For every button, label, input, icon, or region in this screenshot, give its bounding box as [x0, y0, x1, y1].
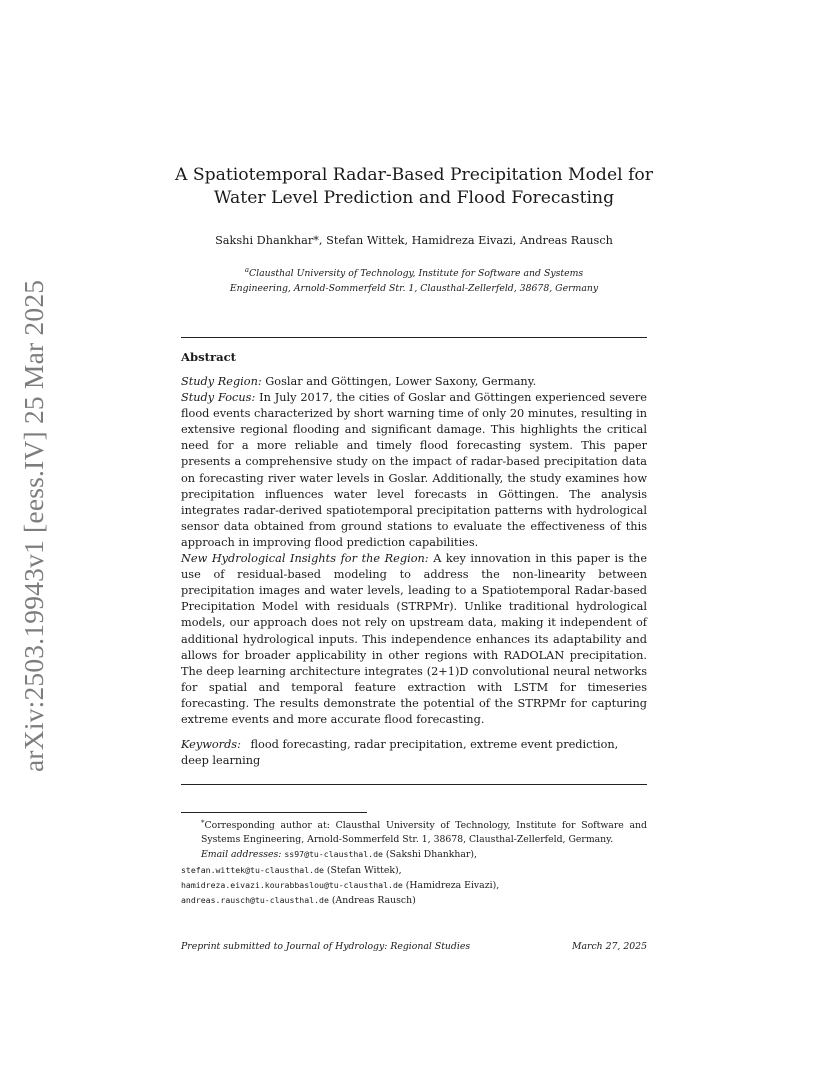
footnote: [181, 816, 647, 908]
keywords-paragraph: [181, 737, 647, 769]
keywords-text: flood forecasting, radar precipitation, extreme event prediction, deep learning: [181, 738, 619, 768]
study-focus-paragraph: [181, 390, 647, 551]
keywords-label: Keywords:: [181, 738, 241, 752]
abstract-section: [181, 350, 647, 769]
title-line-2: Water Level Prediction and Flood Forecasting: [213, 188, 615, 208]
email-link-rausch[interactable]: andreas.rausch@tu-clausthal.de: [181, 895, 329, 906]
study-region-text: Goslar and Göttingen, Lower Saxony, Germany.: [265, 375, 537, 388]
email-name-eivazi: (Hamidreza Eivazi),: [405, 879, 500, 891]
abstract-top-rule: [181, 337, 647, 338]
email-line-3: [181, 878, 647, 893]
affiliation-mark: a: [244, 266, 249, 274]
insights-text: A key innovation in this paper is the use of residual-based modeling to address the non-linearity between precipitation images and water levels, leading to a Spatiotemporal Radar-based Precipitation Model with residuals (STRPMr). Unlike traditional hydrological models, our approach does not rely on upstream data, making it independent of additional hydrological inputs. This independence enhances its adaptability and allows for broader applicability in other regions with RADOLAN precipitation. The deep learning architecture integrates (2+1)D convolutional neural networks for spatial and temporal feature extraction with LSTM for timeseries forecasting. The results demonstrate the potential of the STRPMr for capturing extreme events and more accurate flood forecasting.: [181, 552, 648, 726]
footnote-rule: [181, 812, 367, 813]
affiliation-line-2: Engineering, Arnold-Sommerfeld Str. 1, Clausthal-Zellerfeld, 38678, Germany: [229, 283, 599, 295]
email-link-dhankhar[interactable]: ss97@tu-clausthal.de: [284, 849, 383, 860]
email-label: Email addresses:: [201, 849, 282, 861]
paper-title: [150, 164, 678, 210]
email-link-wittek[interactable]: stefan.wittek@tu-clausthal.de: [181, 864, 324, 875]
study-region-label: Study Region:: [181, 375, 262, 388]
email-name-rausch: (Andreas Rausch): [331, 895, 416, 907]
insights-paragraph: [181, 551, 647, 728]
preprint-notice: Preprint submitted to Journal of Hydrology: Regional Studies: [181, 941, 471, 952]
affiliation: [150, 263, 678, 296]
author-list: Sakshi Dhankhar*, Stefan Wittek, Hamidreza Eivazi, Andreas Rausch: [215, 234, 613, 247]
study-focus-text: In July 2017, the cities of Goslar and Göttingen experienced severe flood events characterized by short warning time of only 20 minutes, resulting in extensive regional flooding and significant damage. This highlights the critical need for a more reliable and timely flood forecasting system. This paper presents a comprehensive study on the impact of radar-based precipitation data on forecasting river water levels in Goslar. Additionally, the study examines how precipitation influences water level forecasts in Göttingen. The analysis integrates radar-derived spatiotemporal precipitation patterns with hydrological sensor data obtained from ground stations to evaluate the effectiveness of this approach in improving flood prediction capabilities.: [181, 391, 647, 549]
title-line-1: A Spatiotemporal Radar-Based Precipitation Model for: [174, 165, 653, 185]
email-line-2: [181, 863, 647, 878]
study-focus-label: Study Focus:: [181, 391, 256, 405]
corresponding-author-text: Corresponding author at: Clausthal University of Technology, Institute for Software and Systems Engineering, Arnold-Sommerfeld Str. 1, 38678, Clausthal-Zellerfeld, Germany.: [201, 820, 647, 846]
email-link-eivazi[interactable]: hamidreza.eivazi.kourabbaslou@tu-clausthal.de: [181, 879, 403, 890]
corresponding-author-note: [181, 816, 647, 847]
preprint-date: March 27, 2025: [571, 941, 647, 952]
insights-label: New Hydrological Insights for the Region:: [181, 552, 429, 566]
study-region-paragraph: [181, 374, 647, 390]
email-name-dhankhar: (Sakshi Dhankhar),: [385, 849, 477, 861]
footnote-star: *: [201, 819, 205, 827]
abstract-heading: Abstract: [181, 350, 237, 364]
email-name-wittek: (Stefan Wittek),: [326, 864, 402, 876]
email-line-4: [181, 893, 647, 908]
abstract-bottom-rule: [181, 784, 647, 785]
arxiv-identifier-text: arXiv:2503.19943v1 [eess.IV] 25 Mar 2025: [18, 279, 49, 772]
affiliation-line-1: Clausthal University of Technology, Institute for Software and Systems: [249, 268, 584, 280]
email-line-1: [181, 847, 647, 862]
